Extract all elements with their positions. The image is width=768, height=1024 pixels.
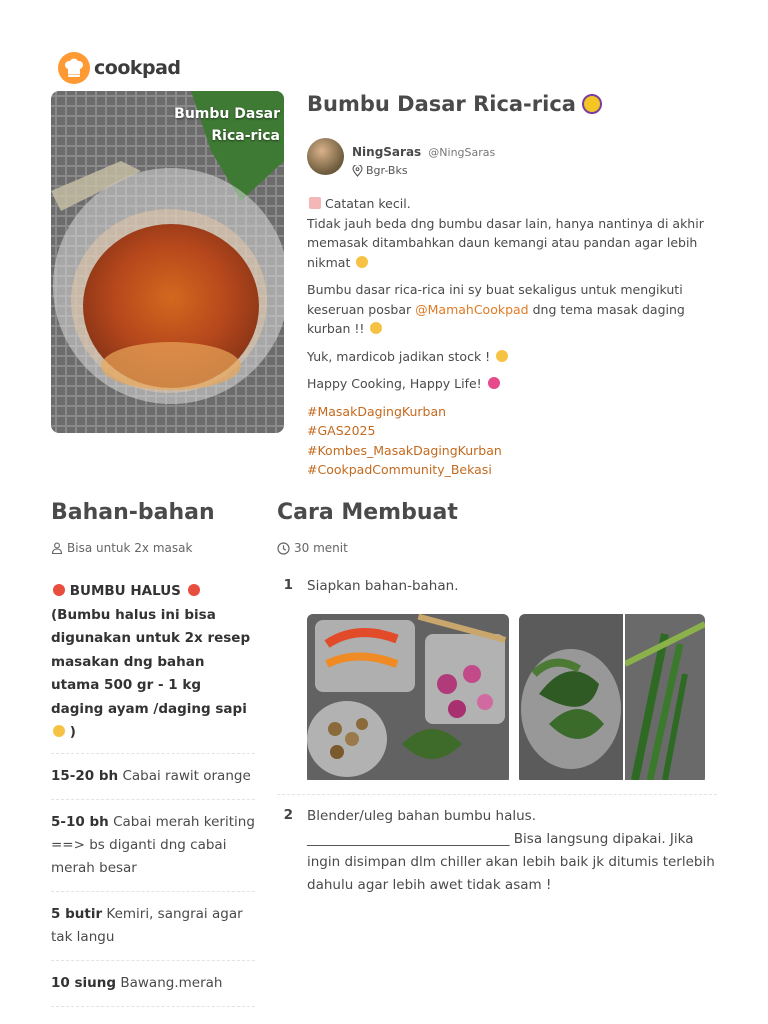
step-divider (277, 794, 717, 795)
step-photo[interactable] (307, 614, 509, 784)
description-text: dng tema masak daging kurban !! (307, 301, 685, 336)
description-text: Bumbu dasar rica-rica ini sy buat sekaligus untuk mengikuti keseruan posbar (307, 282, 683, 317)
step-item (277, 575, 717, 784)
ingredient-item: 15-20 bh Cabai rawit orange (51, 754, 255, 800)
cookpad-logo[interactable] (58, 52, 181, 84)
ingredient-item: 5 butir Kemiri, sangrai agar tak langu (51, 892, 255, 961)
recipe-description (307, 194, 707, 480)
medal-emoji-icon (582, 94, 602, 114)
step-item (277, 805, 717, 897)
yum-emoji-icon (370, 322, 382, 334)
step-list (277, 575, 717, 897)
yum-emoji-icon (496, 350, 508, 362)
location-pin-icon (352, 165, 363, 177)
hashtag-link[interactable]: #Kombes_MasakDagingKurban (307, 442, 502, 458)
author-card[interactable] (307, 138, 495, 177)
cook-duration: 30 menit (277, 541, 348, 555)
yum-emoji-icon (356, 256, 368, 268)
step-number: 2 (283, 807, 293, 823)
heart-eyes-emoji-icon (488, 377, 500, 389)
memo-emoji-icon (309, 197, 321, 209)
hashtag-link[interactable]: #MasakDagingKurban (307, 403, 447, 419)
hashtag-list (307, 402, 707, 480)
description-text: Yuk, mardicob jadikan stock ! (307, 348, 491, 364)
steps-heading: Cara Membuat (277, 500, 458, 525)
step-photo[interactable] (519, 614, 623, 784)
author-handle: @NingSaras (428, 146, 496, 159)
collision-emoji-icon (188, 584, 200, 596)
image-overlay-line: Bumbu Dasar (174, 106, 280, 122)
description-note-title: Catatan kecil. (324, 196, 411, 211)
author-name[interactable]: NingSaras (352, 145, 422, 159)
mention-link[interactable]: @MamahCookpad (415, 301, 529, 317)
ingredients-heading: Bahan-bahan (51, 500, 215, 525)
description-text: Happy Cooking, Happy Life! (307, 376, 482, 391)
step-number: 1 (283, 577, 293, 593)
chef-hat-icon (58, 52, 90, 84)
hashtag-link[interactable]: #CookpadCommunity_Bekasi (307, 462, 492, 477)
ingredient-item: 5-10 bh Cabai merah keriting ==> bs diganti dng cabai merah besar (51, 800, 255, 892)
collision-emoji-icon (53, 584, 65, 596)
description-note-body: Tidak jauh beda dng bumbu dasar lain, hanya nantinya di akhir memasak ditambahkan daun kemangi atau pandan agar lebih nikmat (307, 215, 704, 270)
image-overlay-line: Rica-rica (211, 128, 280, 144)
avatar[interactable] (307, 138, 344, 175)
recipe-title: Bumbu Dasar Rica-rica (307, 92, 602, 116)
recipe-hero-image[interactable] (51, 91, 284, 433)
step-text: Siapkan bahan-bahan. (307, 578, 459, 594)
ingredient-section-header: BUMBU HALUS (Bumbu halus ini bisa digunakan untuk 2x resep masakan dng bahan utama 500 gr - 1 kg daging ayam /daging sapi ) (51, 580, 255, 754)
step-text: Blender/uleg bahan bumbu halus. ______________________________ Bisa langsung dipakai. Jika ingin disimpan dlm chiller akan lebih baik jk ditumis terlebih dahulu agar lebih awet tidak asam ! (307, 808, 715, 893)
brand-name: cookpad (94, 57, 181, 79)
hashtag-link[interactable]: #GAS2025 (307, 423, 376, 438)
person-icon (51, 542, 63, 554)
author-location: Bgr-Bks (352, 164, 495, 177)
step-photo[interactable] (625, 614, 705, 784)
ingredient-list (51, 580, 255, 1007)
ingredient-item: 10 siung Bawang.merah (51, 961, 255, 1007)
servings: Bisa untuk 2x masak (51, 541, 192, 555)
clock-icon (277, 542, 290, 555)
grin-emoji-icon (53, 725, 65, 737)
